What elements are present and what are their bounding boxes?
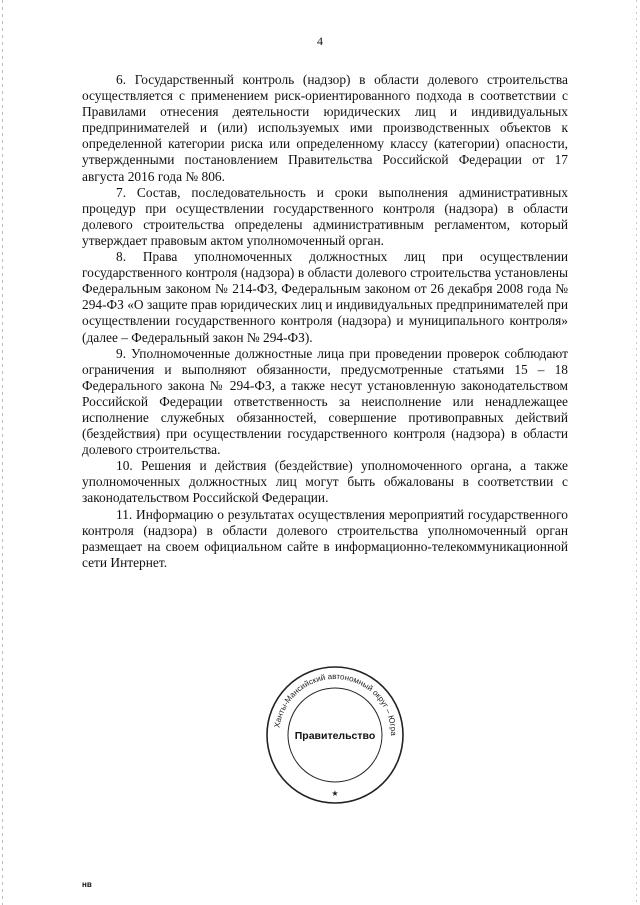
scan-edge-right [636,0,637,905]
seal-center-text: Правительство [294,730,376,742]
paragraph-8: 8. Права уполномоченных должностных лиц при осуществлении государственного контроля (надзора) в области долевого строительства установлены Федеральным законом № 214-ФЗ, Федеральным законом от 26 декабря 2008 года № 294-ФЗ «О защите прав юридических лиц и индивидуальных предпринимателей при осуществлении государственного контроля (надзора) и муниципального контроля» (далее – Федеральный закон № 294-ФЗ). [82,249,568,345]
paragraph-10: 10. Решения и действия (бездействие) уполномоченного органа, а также уполномоченных должностных лиц могут быть обжалованы в соответствии с законодательством Российской Федерации. [82,458,568,506]
seal-star-icon: ★ [331,789,339,798]
paragraph-6: 6. Государственный контроль (надзор) в области долевого строительства осуществляется с применением риск-ориентированного подхода в соответствии с Правилами отнесения деятельности юридических лиц и индивидуальных предпринимателей и (или) используемых ими производственных объектов к определенной категории риска или определенному классу (категории) опасности, утвержденными постановлением Правительства Российской Федерации от 17 августа 2016 года № 806. [82,72,568,184]
page-number: 4 [317,34,323,48]
scan-edge-left [2,0,3,905]
paragraph-9: 9. Уполномоченные должностные лица при проведении проверок соблюдают ограничения и выполняют обязанности, предусмотренные статьями 15 – 18 Федерального закона № 294-ФЗ, а также несут установленную законодательством Российской Федерации ответственность за неисполнение или ненадлежащее исполнение служебных обязанностей, совершение противоправных действий (бездействия) при осуществлении государственного контроля (надзора) в области долевого строительства. [82,345,568,458]
paragraph-11: 11. Информацию о результатах осуществления мероприятий государственного контроля (надзора) в области долевого строительства уполномоченный орган размещает на своем официальном сайте в информационно-телекоммуникационной сети Интернет. [82,506,568,570]
footer-mark: нв [82,880,92,889]
government-seal [264,664,406,806]
document-body [82,72,568,571]
seal-ring-text: Ханты-Мансийский автономный округ – Югра [272,671,399,736]
paragraph-7: 7. Состав, последовательность и сроки выполнения административных процедур при осуществлении государственного контроля (надзора) в области долевого строительства определены административным регламентом, который утверждает правовым актом уполномоченный орган. [82,184,568,248]
